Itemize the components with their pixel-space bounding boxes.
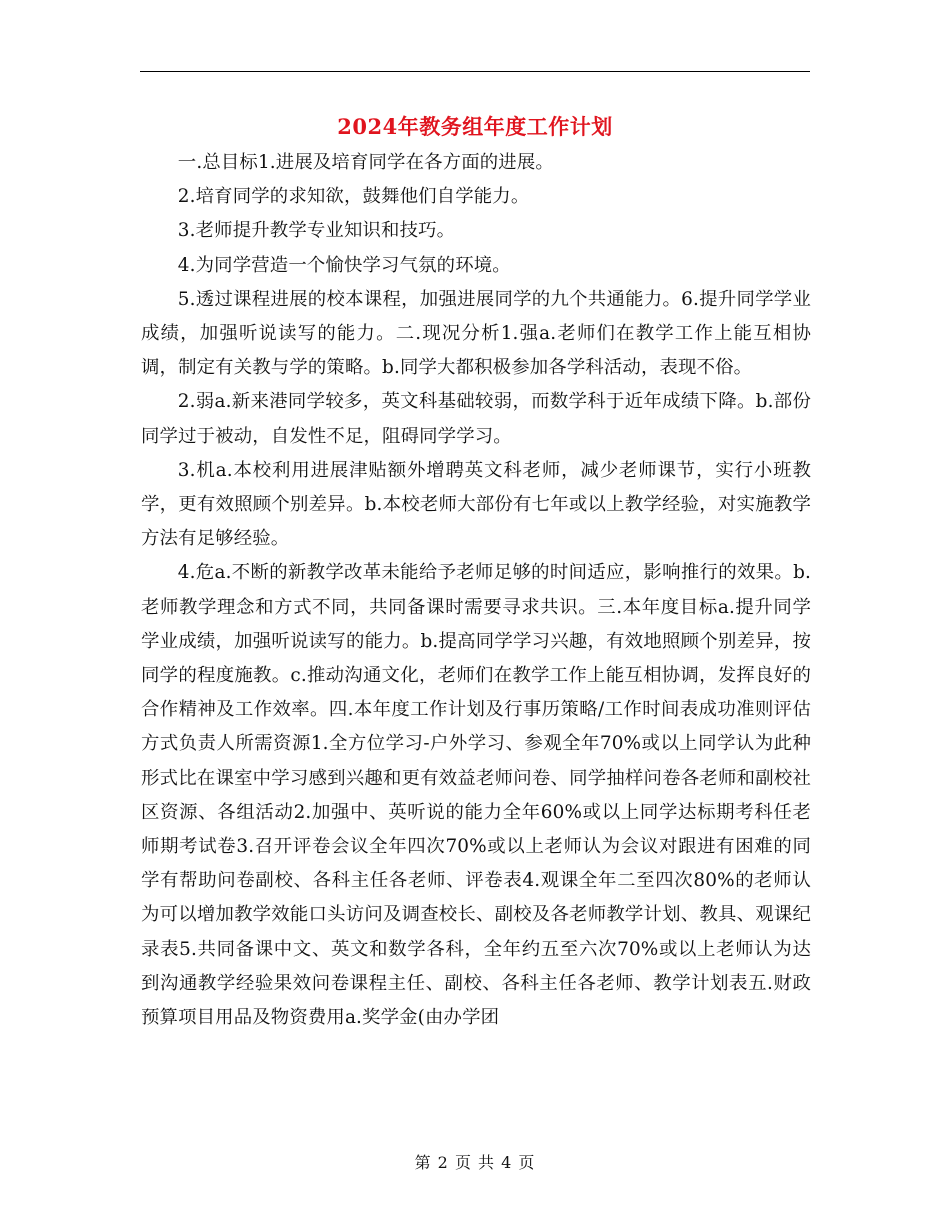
document-body <box>141 146 811 1035</box>
document-title: 2024年教务组年度工作计划 <box>337 114 613 139</box>
header-rule <box>140 71 810 72</box>
paragraph-goal-1: 一.总目标1.进展及培育同学在各方面的进展。 <box>177 152 554 173</box>
paragraph-goal-3: 3.老师提升教学专业知识和技巧。 <box>177 220 456 242</box>
paragraph-goal-2: 2.培育同学的求知欲，鼓舞他们自学能力。 <box>177 186 530 208</box>
paragraph-opportunities: 3.机a.本校利用进展津贴额外增聘英文科老师，减少老师课节，实行小班教学，更有效照顾个别差异。b.本校老师大部份有七年或以上教学经验，对实施教学方法有足够经验。 <box>141 459 811 550</box>
paragraph-goal-5-analysis-strengths: 5.透过课程进展的校本课程，加强进展同学的九个共通能力。6.提升同学学业成绩，加强听说读写的能力。二.现况分析1.强a.老师们在教学工作上能互相协调，制定有关教与学的策略。b.同学大都积极参加各学科活动，表现不俗。 <box>141 288 811 379</box>
paragraph-threats-plan-budget: 4.危a.不断的新教学改革未能给予老师足够的时间适应，影响推行的效果。b.老师教学理念和方式不同，共同备课时需要寻求共识。三.本年度目标a.提升同学学业成绩，加强听说读写的能力。b.提高同学学习兴趣，有效地照顾个别差异，按同学的程度施教。c.推动沟通文化，老师们在教学工作上能互相协调，发挥良好的合作精神及工作效率。四.本年度工作计划及行事历策略/工作时间表成功准则评估方式负责人所需资源1.全方位学习-户外学习、参观全年70%或以上同学认为此种形式比在课室中学习感到兴趣和更有效益老师问卷、同学抽样问卷各老师和副校社区资源、各组活动2.加强中、英听说的能力全年60%或以上同学达标期考科任老师期考试卷3.召开评卷会议全年四次70%或以上老师认为会议对跟进有困难的同学有帮助问卷副校、各科主任各老师、评卷表4.观课全年二至四次80%的老师认为可以增加教学效能口头访问及调查校长、副校及各老师教学计划、教具、观课纪录表5.共同备课中文、英文和数学各科，全年约五至六次70%或以上老师认为达到沟通教学经验果效问卷课程主任、副校、各科主任各老师、教学计划表五.财政预算项目用品及物资费用a.奖学金(由办学团 <box>141 562 811 1029</box>
paragraph-goal-4: 4.为同学营造一个愉快学习气氛的环境。 <box>177 254 511 276</box>
paragraph-weaknesses: 2.弱a.新来港同学较多，英文科基础较弱，而数学科于近年成绩下降。b.部份同学过于被动，自发性不足，阻碍同学学习。 <box>141 391 811 447</box>
page-number: 第 2 页 共 4 页 <box>414 1153 536 1172</box>
